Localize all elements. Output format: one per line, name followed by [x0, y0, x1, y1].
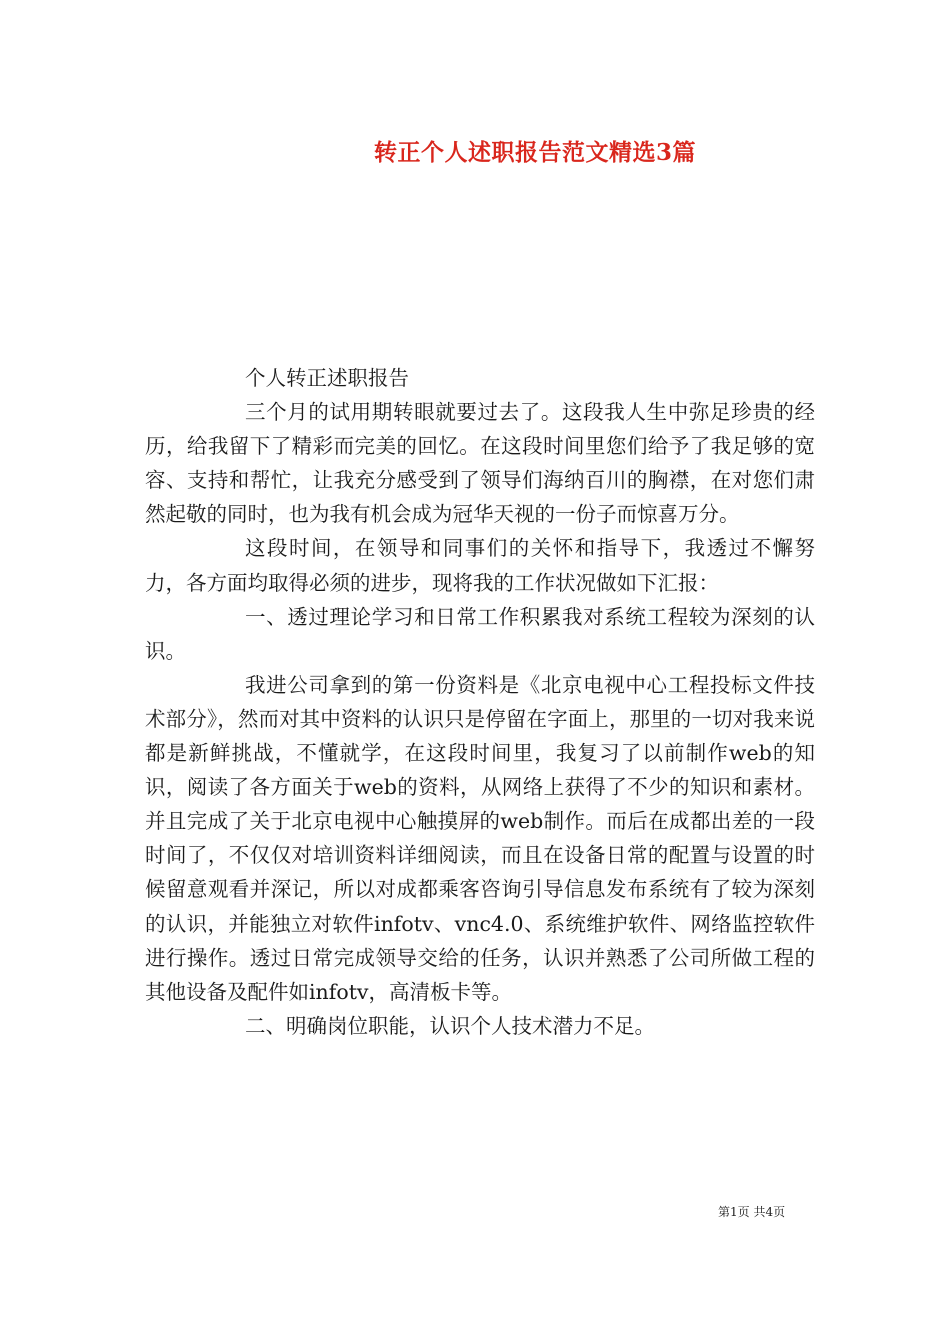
page-number-footer: 第1页 共4页	[718, 1205, 786, 1219]
body-paragraph: 一、透过理论学习和日常工作积累我对系统工程较为深刻的认识。	[145, 604, 815, 663]
body-paragraph: 二、明确岗位职能，认识个人技术潜力不足。	[245, 1013, 655, 1038]
body-paragraph: 三个月的试用期转眼就要过去了。这段我人生中弥足珍贵的经历，给我留下了精彩而完美的回忆。在这段时间里您们给予了我足够的宽容、支持和帮忙，让我充分感受到了领导们海纳百川的胸襟，在对您们肃然起敬的同时，也为我有机会成为冠华天视的一份子而惊喜万分。	[145, 400, 815, 527]
section-heading: 个人转正述职报告	[245, 366, 409, 390]
document-body	[145, 361, 815, 1043]
body-paragraph: 我进公司拿到的第一份资料是《北京电视中心工程投标文件技术部分》，然而对其中资料的认识只是停留在字面上，那里的一切对我来说都是新鲜挑战，不懂就学，在这段时间里，我复习了以前制作web的知识，阅读了各方面关于web的资料，从网络上获得了不少的知识和素材。并且完成了关于北京电视中心触摸屏的web制作。而后在成都出差的一段时间了，不仅仅对培训资料详细阅读，而且在设备日常的配置与设置的时候留意观看并深记，所以对成都乘客咨询引导信息发布系统有了较为深刻的认识，并能独立对软件infotv、vnc4.0、系统维护软件、网络监控软件进行操作。透过日常完成领导交给的任务，认识并熟悉了公司所做工程的其他设备及配件如infotv，高清板卡等。	[145, 672, 815, 1004]
body-paragraph: 这段时间，在领导和同事们的关怀和指导下，我透过不懈努力，各方面均取得必须的进步，现将我的工作状况做如下汇报：	[145, 536, 815, 595]
document-title: 转正个人述职报告范文精选3篇	[374, 139, 697, 166]
